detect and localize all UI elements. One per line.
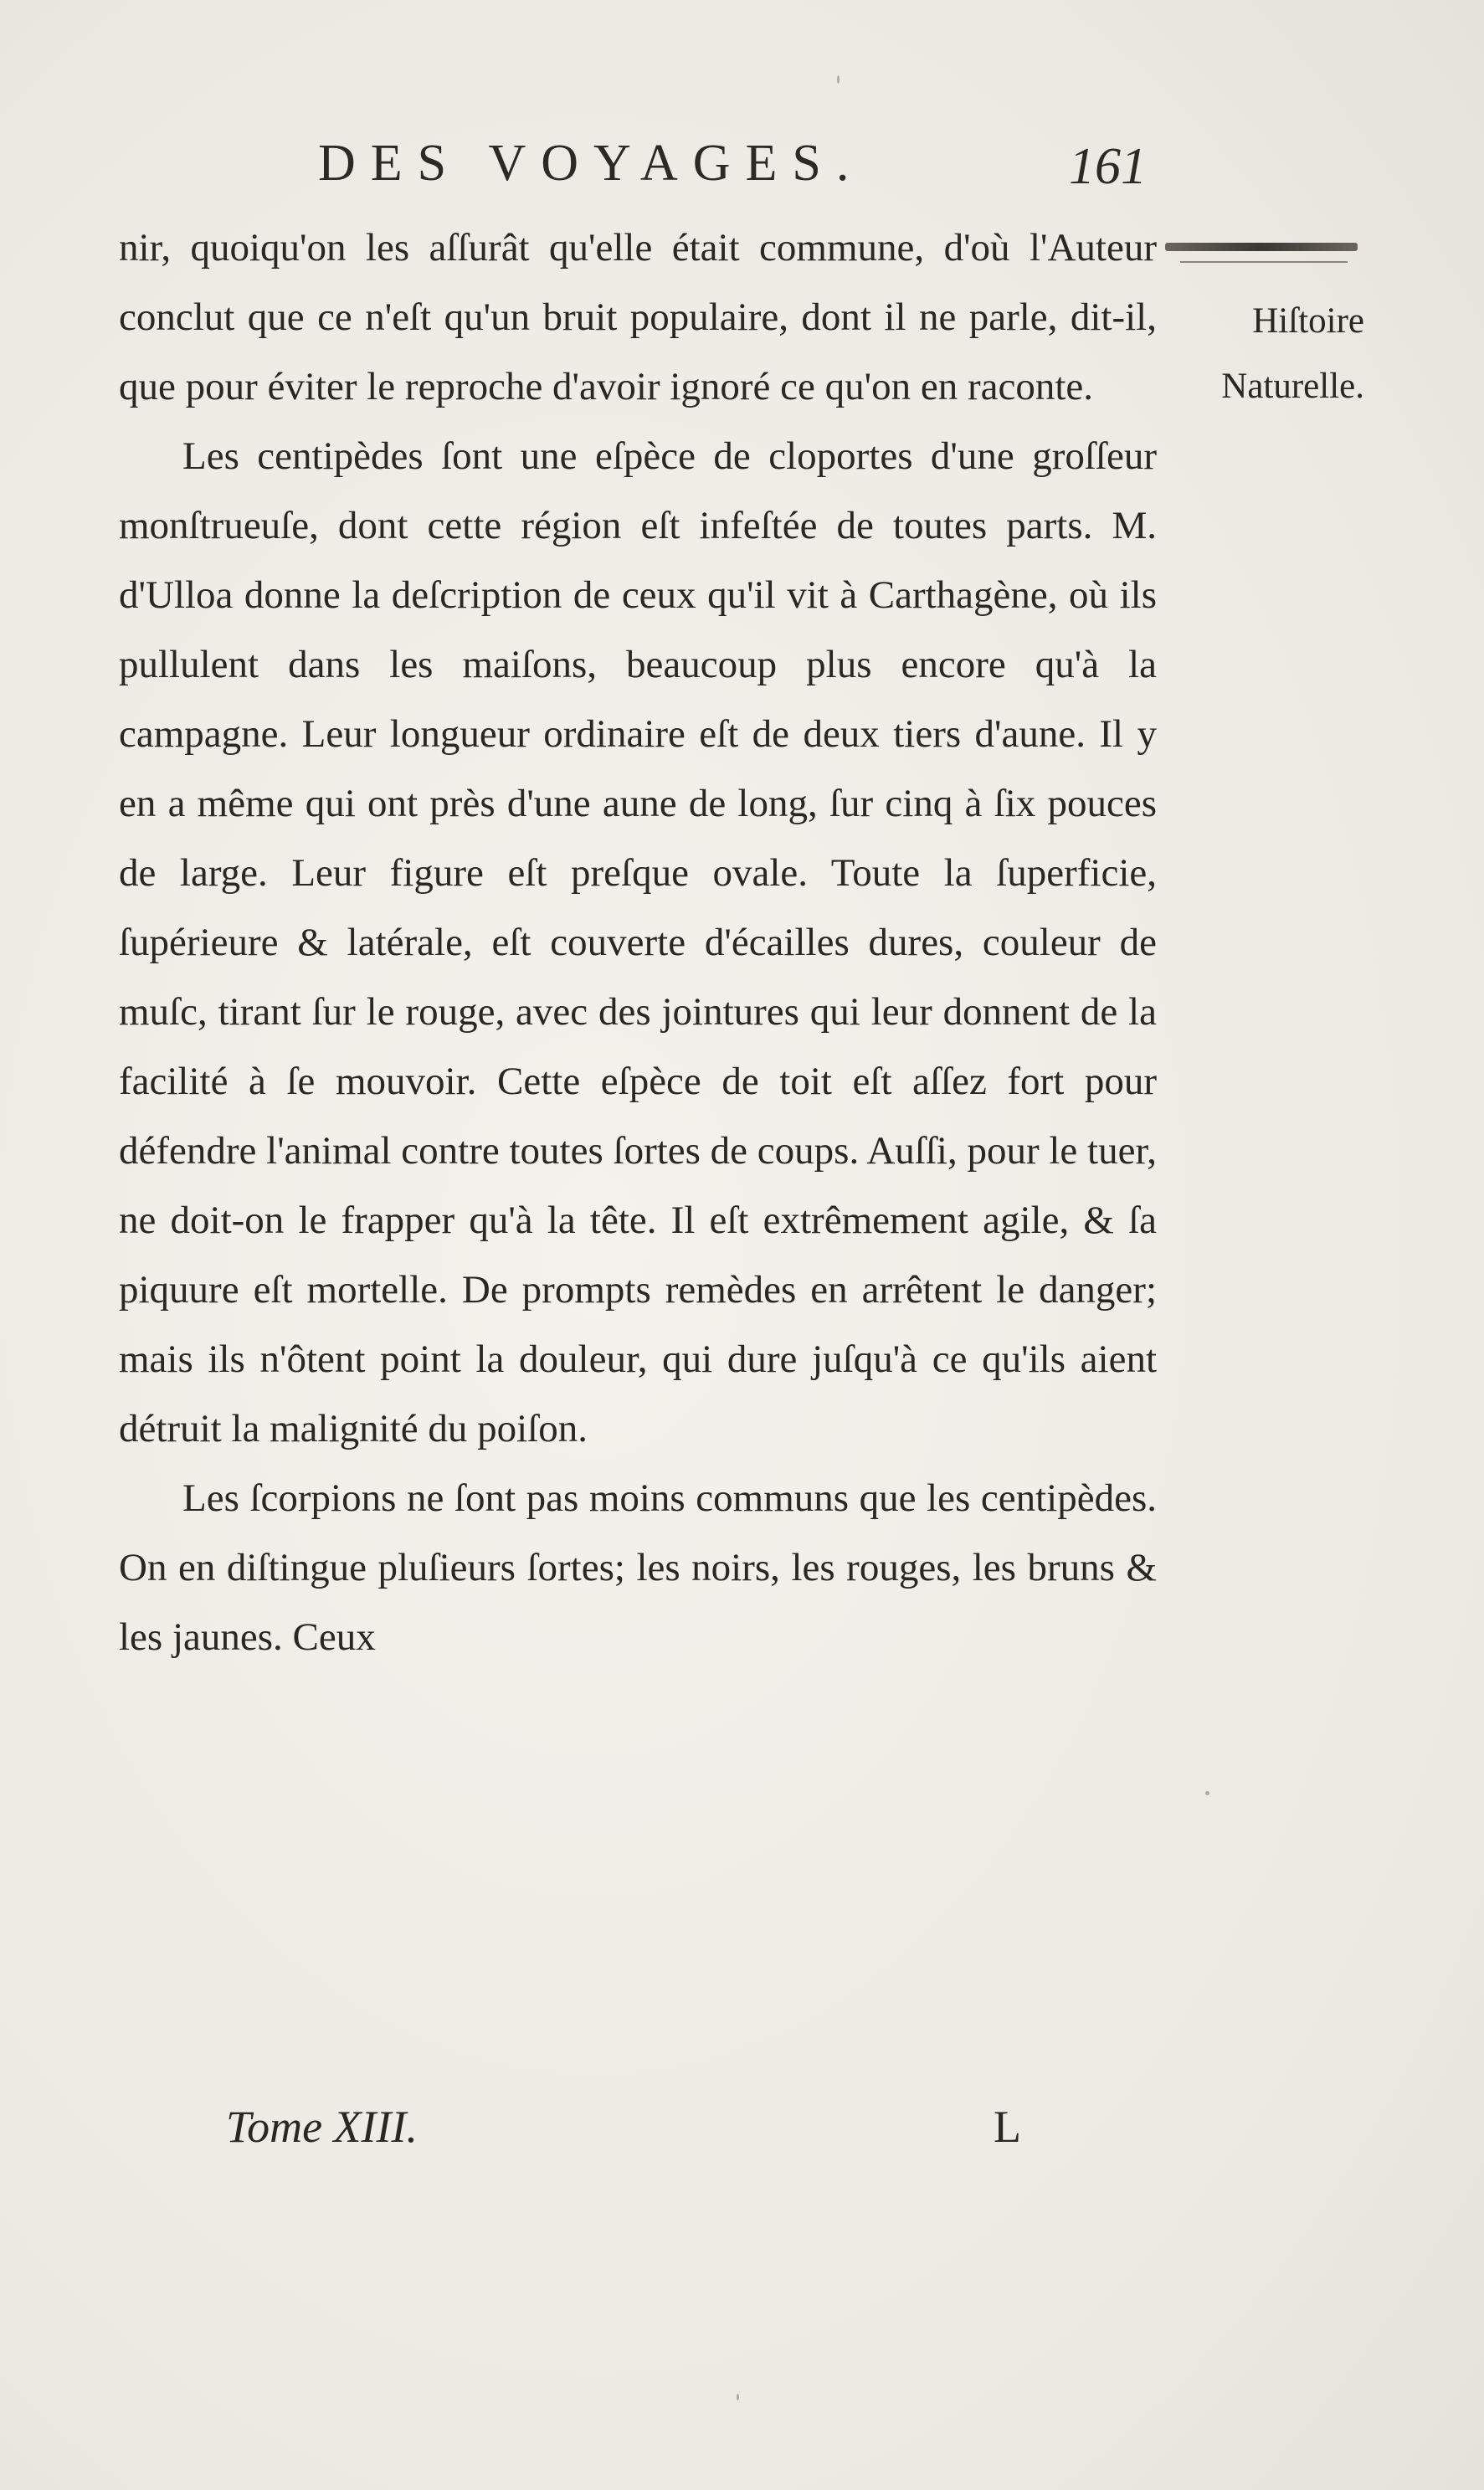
marginal-note	[1163, 289, 1364, 419]
paper-speck	[1205, 1791, 1209, 1795]
marginal-note-line-2: Naturelle.	[1221, 367, 1364, 406]
paragraph-continuation: nir, quoiqu'on les aſſurât qu'elle était commune, d'où l'Auteur conclut que ce n'eſt qu'un bruit populaire, dont il ne parle, dit-il, que pour éviter le reproche d'avoir ignoré ce qu'on en raconte.	[119, 226, 1157, 408]
page-footer	[226, 2101, 1021, 2168]
main-text	[119, 213, 1157, 1672]
page-header	[318, 134, 1147, 201]
paragraph-centipedes: Les centipèdes ſont une eſpèce de cloportes d'une groſſeur monſtrueuſe, dont cette région eſt infeſtée de toutes parts. M. d'Ulloa donne la deſcription de ceux qu'il vit à Carthagène, où ils pullulent dans les maiſons, beaucoup plus encore qu'à la campagne. Leur longueur ordinaire eſt de deux tiers d'aune. Il y en a même qui ont près d'une aune de long, ſur cinq à ſix pouces de large. Leur figure eſt preſque ovale. Toute la ſuperficie, ſupérieure & latérale, eſt couverte d'écailles dures, couleur de muſc, tirant ſur le rouge, avec des jointures qui leur donnent de la facilité à ſe mouvoir. Cette eſpèce de toit eſt aſſez fort pour défendre l'animal contre toutes ſortes de coups. Auſſi, pour le tuer, ne doit-on le frapper qu'à la tête. Il eſt extrêmement agile, & ſa piquure eſt mortelle. De prompts remèdes en arrêtent le danger; mais ils n'ôtent point la douleur, qui dure juſqu'à ce qu'ils aient détruit la malignité du poiſon.	[119, 434, 1157, 1450]
paragraph-scorpions: Les ſcorpions ne ſont pas moins communs que les centipèdes. On en diſtingue pluſieurs ſortes; les noirs, les rouges, les bruns & les jaunes. Ceux	[119, 1476, 1157, 1659]
marginal-note-line-1: Hiſtoire	[1252, 301, 1364, 341]
volume-label: Tome XIII.	[226, 2102, 418, 2152]
paper-speck	[837, 75, 840, 84]
running-head: DES VOYAGES.	[318, 135, 865, 192]
marginal-ornament-rule	[1165, 243, 1358, 251]
marginal-thin-rule	[1180, 261, 1348, 263]
paper-speck	[737, 2394, 739, 2400]
page-number: 161	[1069, 138, 1147, 195]
signature-mark: L	[994, 2102, 1021, 2152]
